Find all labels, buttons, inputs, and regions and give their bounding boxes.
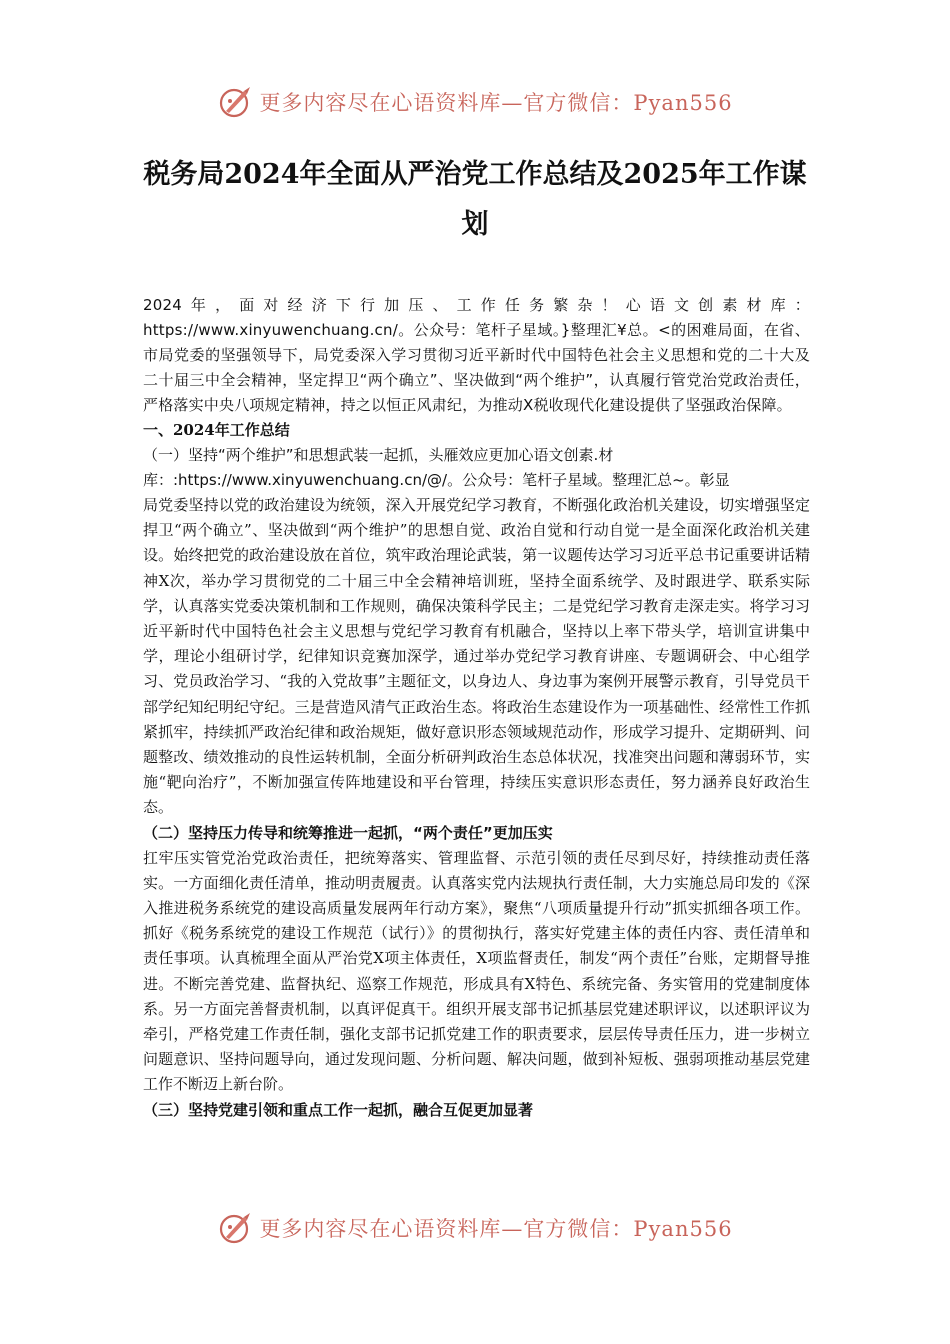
watermark-banner-top bbox=[0, 82, 950, 122]
document-title: 税务局2024年全面从严治党工作总结及2025年工作谋划 bbox=[143, 159, 807, 240]
subsection-2-heading: （二）坚持压力传导和统筹推进一起抓，“两个责任”更加压实 bbox=[143, 823, 553, 842]
quill-logo-icon bbox=[217, 1210, 253, 1246]
document-body bbox=[143, 293, 810, 1123]
watermark-text: 更多内容尽在心语资料库—官方微信：Pyan556 bbox=[259, 91, 733, 115]
subsection-3-heading: （三）坚持党建引领和重点工作一起抓，融合互促更加显著 bbox=[143, 1100, 534, 1119]
subsection-1-body: 局党委坚持以党的政治建设为统领，深入开展党纪学习教育，不断强化政治机关建设，切实增强坚定捍卫“两个确立”、坚决做到“两个维护”的思想自觉、政治自觉和行动自觉一是全面深化政治机关建设。始终把党的政治建设放在首位，筑牢政治理论武装，第一议题传达学习习近平总书记重要讲话精神X次，举办学习贯彻党的二十届三中全会精神培训班，坚持全面系统学、及时跟进学、联系实际学，认真落实党委决策机制和工作规则，确保决策科学民主；二是党纪学习教育走深走实。将学习习近平新时代中国特色社会主义思想与党纪学习教育有机融合，坚持以上率下带头学，培训宣讲集中学，理论小组研讨学，纪律知识竞赛加深学，通过举办党纪学习教育讲座、专题调研会、中心组学习、党员政治学习、“我的入党故事”主题征文，以身边人、身边事为案例开展警示教育，引导党员干部学纪知纪明纪守纪。三是营造风清气正政治生态。将政治生态建设作为一项基础性、经常性工作抓紧抓牢，持续抓严政治纪律和政治规矩，做好意识形态领域规范动作，形成学习提升、定期研判、问题整改、绩效推动的良性运转机制，全面分析研判政治生态总体状况，找准突出问题和薄弱环节，实施“靶向治疗”，不断加强宣传阵地建设和平台管理，持续压实意识形态责任，努力涵养良好政治生态。 bbox=[143, 496, 810, 817]
watermark-text: 更多内容尽在心语资料库—官方微信：Pyan556 bbox=[259, 1217, 733, 1241]
subsection-1-heading: （一）坚持“两个维护”和思想武装一起抓，头雁效应更加心语文创素.材库：:https://www.xinyuwenchuang.cn/@/。公众号：笔杆子星域。整理汇总~。彰显 bbox=[143, 446, 730, 489]
watermark-banner-bottom bbox=[0, 1208, 950, 1248]
section-1-heading: 一、2024年工作总结 bbox=[143, 421, 290, 439]
intro-paragraph: 2024年，面对经济下行加压、工作任务繁杂！心语文创素材库：https://www.xinyuwenchuang.cn/。公众号：笔杆子星域。}整理汇¥总。<的困难局面，在省、市局党委的坚强领导下，局党委深入学习贯彻习近平新时代中国特色社会主义思想和党的二十大及二十届三中全会精神，坚定捍卫“两个确立”、坚决做到“两个维护”，认真履行管党治党政治责任，严格落实中央八项规定精神，持之以恒正风肃纪，为推动X税收现代化建设提供了坚强政治保障。 bbox=[143, 296, 810, 414]
quill-logo-icon bbox=[217, 84, 253, 120]
subsection-2-body: 扛牢压实管党治党政治责任，把统筹落实、管理监督、示范引领的责任尽到尽好，持续推动责任落实。一方面细化责任清单，推动明责履责。认真落实党内法规执行责任制，大力实施总局印发的《深入推进税务系统党的建设高质量发展两年行动方案》，聚焦“八项质量提升行动”抓实抓细各项工作。抓好《税务系统党的建设工作规范（试行）》的贯彻执行，落实好党建主体的责任内容、责任清单和责任事项。认真梳理全面从严治党X项主体责任，X项监督责任，制发“两个责任”台账，定期督导推进。不断完善党建、监督执纪、巡察工作规范，形成具有X特色、系统完备、务实管用的党建制度体系。另一方面完善督责机制，以真评促真干。组织开展支部书记抓基层党建述职评议，以述职评议为牵引，严格党建工作责任制，强化支部书记抓党建工作的职责要求，层层传导责任压力，进一步树立问题意识、坚持问题导向，通过发现问题、分析问题、解决问题，做到补短板、强弱项推动基层党建工作不断迈上新台阶。 bbox=[143, 848, 810, 1094]
